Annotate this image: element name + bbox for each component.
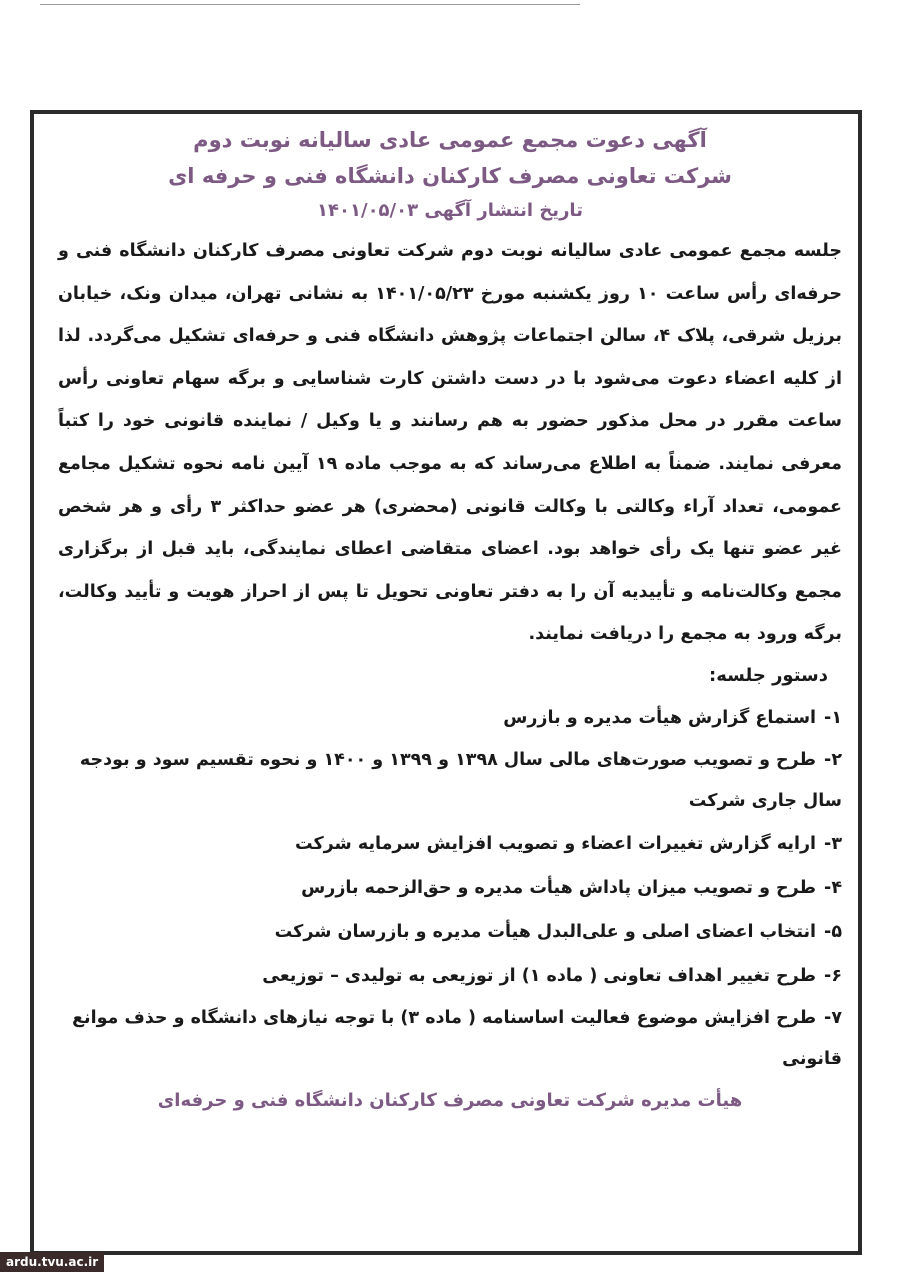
agenda-item-text: طرح و تصویب میزان پاداش هیأت مدیره و حق‌الزحمه بازرس xyxy=(301,877,817,898)
agenda-item xyxy=(58,740,842,822)
agenda-item xyxy=(58,822,842,866)
agenda-item-text: طرح تغییر اهداف تعاونی ( ماده ۱) از توزیعی به تولیدی – توزیعی xyxy=(262,965,817,986)
agenda-item-number: ۲- xyxy=(824,749,842,770)
agenda-item-number: ۷- xyxy=(824,1007,842,1028)
agenda-item xyxy=(58,998,842,1080)
notice-body: جلسه مجمع عمومی عادی سالیانه نوبت دوم شرکت تعاونی مصرف کارکنان دانشگاه فنی و حرفه‌ای رأس ساعت ۱۰ روز یکشنبه مورخ ۱۴۰۱/۰۵/۲۳ به نشانی تهران، میدان ونک، خیابان برزیل شرقی، پلاک ۴، سالن اجتماعات پژوهش دانشگاه فنی و حرفه‌ای تشکیل می‌گردد. لذا از کلیه اعضاء دعوت می‌شود با در دست داشتن کارت شناسایی و برگه سهام تعاونی رأس ساعت مقرر در محل مذکور حضور به هم رسانند و یا وکیل / نماینده قانونی خود را کتباً معرفی نمایند. ضمناً به اطلاع می‌رساند که به موجب ماده ۱۹ آیین نامه نحوه تشکیل مجامع عمومی، تعداد آراء وکالتی با وکالت قانونی (محضری) هر عضو حداکثر ۳ رأی و هر شخص غیر عضو تنها یک رأی خواهد بود. اعضای متقاضی اعطای نمایندگی، باید قبل از برگزاری مجمع وکالت‌نامه و تأییدیه آن را به دفتر تعاونی تحویل تا پس از احراز هویت و تأیید وکالت، برگه ورود به مجمع را دریافت نمایند. xyxy=(58,241,843,645)
publish-date: تاریخ انتشار آگهی ۱۴۰۱/۰۵/۰۳ xyxy=(317,200,583,221)
agenda-item-number: ۵- xyxy=(824,921,842,942)
agenda-item-text: انتخاب اعضای اصلی و علی‌البدل هیأت مدیره و بازرسان شرکت xyxy=(274,921,817,942)
agenda-item-text: طرح افزایش موضوع فعالیت اساسنامه ( ماده ۳) با توجه نیازهای دانشگاه و حذف موانع قانونی xyxy=(72,1007,842,1069)
agenda-item xyxy=(58,954,842,998)
agenda-item-text: استماع گزارش هیأت مدیره و بازرس xyxy=(503,707,817,728)
agenda-list xyxy=(58,696,842,1080)
notice-header xyxy=(58,124,842,226)
agenda-title: دستور جلسه: xyxy=(709,664,828,686)
agenda-item xyxy=(58,696,842,740)
agenda-item-number: ۱- xyxy=(824,707,842,728)
site-watermark: ardu.tvu.ac.ir xyxy=(0,1252,104,1272)
agenda-item-number: ۴- xyxy=(824,877,842,898)
agenda-item-number: ۶- xyxy=(824,965,842,986)
top-divider-line xyxy=(40,4,580,5)
organization-name: شرکت تعاونی مصرف کارکنان دانشگاه فنی و حرفه ای xyxy=(168,164,732,188)
agenda-item-text: طرح و تصویب صورت‌های مالی سال ۱۳۹۸ و ۱۳۹۹ و ۱۴۰۰ و نحوه تقسیم سود و بودجه سال جاری شرکت xyxy=(79,749,842,811)
agenda-item xyxy=(58,866,842,910)
agenda-item-number: ۳- xyxy=(824,833,842,854)
notice-title: آگهی دعوت مجمع عمومی عادی سالیانه نوبت دوم xyxy=(193,128,707,152)
agenda-item xyxy=(58,910,842,954)
board-signature: هیأت مدیره شرکت تعاونی مصرف کارکنان دانشگاه فنی و حرفه‌ای xyxy=(157,1089,743,1111)
agenda-item-text: ارایه گزارش تغییرات اعضاء و تصویب افزایش سرمایه شرکت xyxy=(294,833,817,854)
notice-frame xyxy=(30,110,862,1255)
